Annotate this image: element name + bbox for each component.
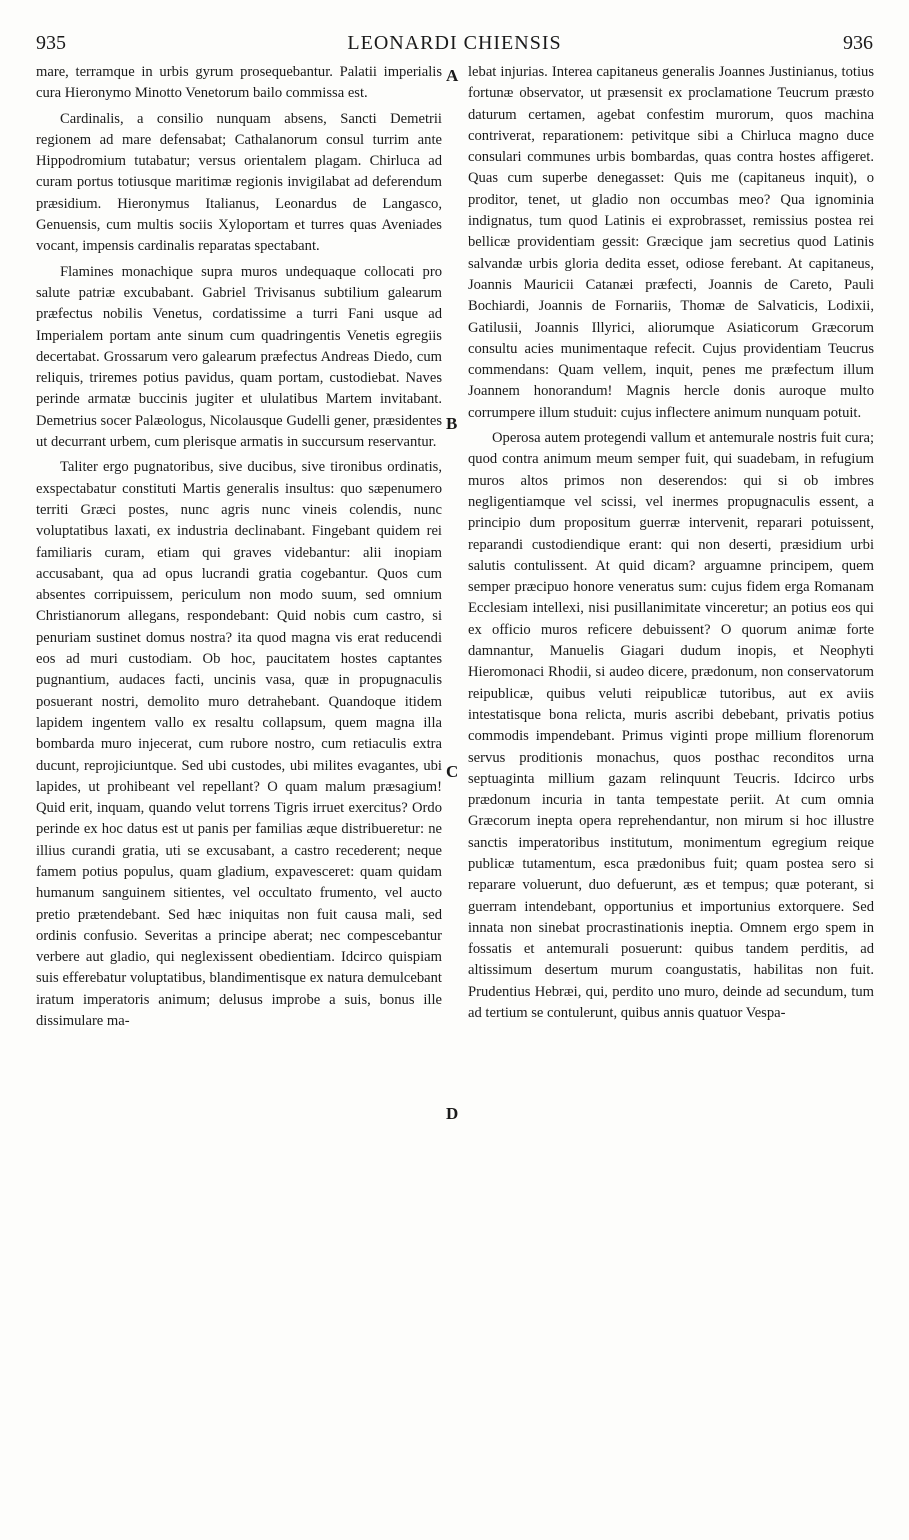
page-number-left: 935 <box>36 32 66 54</box>
section-marker-d: D <box>446 1104 459 1123</box>
paragraph: Cardinalis, a consilio nunquam absens, Sancti Demetrii regionem ad mare defensabat; Cathalanorum consul turrim ante Hippodromium tutabatur; versus orientalem plagam. Chirluca ad curam portus totiusque maritimæ regionis invigilabat ad deferendum præsidium. Hieronymus Italianus, Leonardus de Langasco, Genuensis, cum multis sociis Xyloportam et turres quas Aveniades vocant, impensis cardinalis reparatas spectabant. <box>36 110 442 255</box>
page-number-right: 936 <box>843 32 873 54</box>
running-title: LEONARDI CHIENSIS <box>347 32 562 54</box>
section-marker-b: B <box>446 414 458 433</box>
section-marker-a: A <box>446 66 459 85</box>
paragraph: Taliter ergo pugnatoribus, sive ducibus, sive tironibus ordinatis, exspectabatur constituti Martis generalis insultus: quo sæpenumero territi Græci postes, nunc agris nunc vineis colendis, nunc voluptatibus laxati, ex industria declinabant. Fingebant quidem rei familiaris curam, etiam qui graves videbantur: alii inopiam accusabant, qua ad opus lucrandi gratia cogebantur. Quos cum absentes corripuissem, periculum non modo suum, sed omnium Christianorum allegans, respondebant: Quid nobis cum castro, si penuriam sustinet domus nostra? ita quod magna vis erat reducendi eos ad muri custodiam. Ob hoc, paucitatem hostes captantes pugnantium, audaces facti, uncinis vasa, quæ in propugnaculis posuerant nostri, demolito muro detrahebant. Quandoque itidem lapidem ingentem vallo ex resaltu collapsum, quem magna illa bombarda muro injecerat, cum rubore nostro, cum retiaculis extra ducunt, reprojiciuntque. Sed ubi custodes, ubi milites evagantes, ubi lapides, ut prohibeant vel repellant? O quam malum præsagium! Quid erit, inquam, quando velut torrens Tigris irruet exercitus? Ordo perinde ex hoc datus est ut panis per familias æque distribueretur: ne illius curandi gratia, uti se excusabant, a castro recederent; neque famem potius populus, quam gladium, expavesceret: quam quidam humanum sanguinem sitientes, vel occultato frumento, vel aucto pretio prætendebant. Sed hæc iniquitas non fuit causa mali, sed ordinis confusio. Severitas a principe aberat; nec compescebantur verbere aut gladio, qui neglexissent obedientiam. Idcirco quispiam suis efferebatur voluptatibus, blandimentisque ex natura demulcebant iratum imperatoris animum; delusus improbe a suis, bonus ille dissimulare ma- <box>36 459 442 1030</box>
right-column <box>468 62 874 1028</box>
paragraph: Flamines monachique supra muros undequaque collocati pro salute patriæ excubabant. Gabriel Trivisanus subtilium galearum præfectus nobilis Venetus, cordatissime a turri Fani usque ad Imperialem portam ante sinum cum quadringentis Venetis egregiis decertabat. Grossarum vero galearum præfectus Andreas Diedo, cum reliquis, triremes potius pavidus, quam portam, custodiebat. Naves perinde armatæ buccinis jugiter et ululatibus Martem invitabant. Demetrius socer Palæologus, Nicolausque Gudelli gener, præsidentes ut decurrant urbem, cum plerisque armatis in succursum reservantur. <box>36 263 442 451</box>
paragraph: lebat injurias. Interea capitaneus generalis Joannes Justinianus, totius fortunæ observator, ut præsensit ex proclamatione Teucrum præsto daturum certamen, agebat confestim murorum, quos machina contriverat, reparationem: petivitque sibi a Chirluca magno duce consulari communes urbis bombardas, quas contra hostes affigeret. Quas cum superbe denegasset: Quis me (capitaneus inquit), o proditor, tenet, ut gladio non occumbas meo? Qua ignominia indignatus, tum quod Latinis ei exprobrasset, remissius postea rei bellicæ providentiam gessit: Græcique jam secretius quod Latinis salvandæ urbis gloria dedita esset, odiose ferebant. At capitaneus, Joannis Mauricii Catanæi præfecti, Joannis de Careto, Pauli Bochiardi, Joannis de Fornariis, Thomæ de Salvaticis, Lodixii, Gatilusii, Joannis Illyrici, aliorumque Asiaticorum Græcorum consultu acies munimentaque refecit. Cujus providentiam Teucrus commendans: Quam vellem, inquit, penes me præfectum illum Joannem honorandum! Magnis hercle donis auroque multo corrumpere illum studuit: cujus inflectere animum nunquam potuit. <box>468 64 874 421</box>
section-marker-c: C <box>446 762 459 781</box>
left-column <box>36 62 442 1036</box>
paragraph: Operosa autem protegendi vallum et antemurale nostris fuit cura; quod contra animum meum semper fuit, qui suadebam, in refugium muros altos primos non deserendos: qui si ob imbres negligentiamque vel scissi, vel inermes propugnaculis essent, a principio dum propositum guerræ intervenit, reparari potuissent, reparandi custodiendique erant: qui non deserti, præsidium urbi salutis contulissent. At quid dicam? arguamne principem, quem semper præcipuo honore veneratus sum: cujus fidem erga Romanam Ecclesiam intellexi, nisi pusillanimitate vinceretur; an potius eos qui ex officio muros reficere debuissent? O quorum animæ forte damnantur, Manuelis Giagari dudum inopis, et Neophyti Hieromonaci Rhodii, si audeo dicere, prædonum, non conservatorum reipublicæ, quibus veluti reipublicæ tutoribus, aut ex aviis intestatisque bona relicta, muris ascribi debebant, privatis potius commodis impendebant. Primus viginti prope millium florenorum servus proditionis monachus, quos posthac reconditos urna septuaginta millium gazam relinquunt Teucris. Idcirco urbs prædonum incuria in tanta tempestate periit. At cum omnia Græcorum inepta opera reprehendantur, non mirum si hoc illustre sanctis imperatoribus institutum, monimentum egregium reique publicæ tutamentum, esca prædonibus fuit; quam postea sero si reparare voluerunt, duo defuerunt, æs et tempus; quæ poterant, si guerram intendebant, opportunius et importunius extorquere. Sed innata non sinebat procrastinationis ineptia. Omnem ergo spem in fossatis et antemurali posuerunt: quibus tandem perditis, ad altissimum desertum murum coangustatis, habilitas non fuit. Prudentius Hebræi, qui, perdito uno muro, deinde ad secundum, tum ad tertium se contulerunt, quibus annis quatuor Vespa- <box>468 430 874 1022</box>
page-header <box>36 32 873 58</box>
paragraph: mare, terramque in urbis gyrum prosequebantur. Palatii imperialis cura Hieronymo Minotto Venetorum bailo commissa est. <box>36 64 442 102</box>
